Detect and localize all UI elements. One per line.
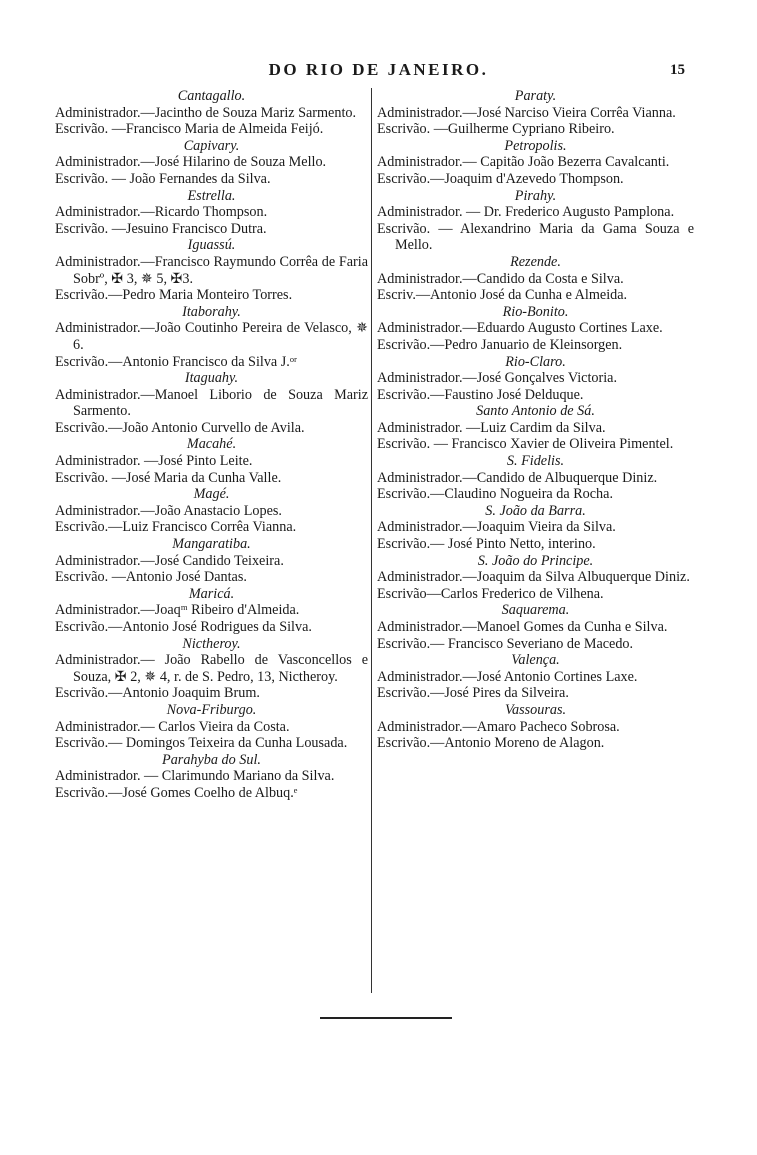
- municipality-title: Santo Antonio de Sá.: [476, 403, 595, 420]
- municipality-title: Capivary.: [183, 137, 240, 154]
- official-entry: Escrivão. —Jesuino Francisco Dutra.: [55, 220, 267, 237]
- municipality-title: S. Fidelis.: [506, 453, 565, 470]
- official-entry: Administrador.—Eduardo Augusto Cortines Laxe.: [377, 320, 663, 337]
- municipality-section: [377, 88, 694, 138]
- municipality-title: Paraty.: [514, 88, 557, 104]
- column-divider: [371, 88, 372, 993]
- official-entry: Administrador.—José Gonçalves Victoria.: [377, 370, 618, 387]
- official-entry: Escrivão. —Guilherme Cypriano Ribeiro.: [377, 121, 615, 138]
- municipality-title: S. João da Barra.: [485, 502, 586, 519]
- official-entry: Escrivão.— Francisco Severiano de Macedo.: [377, 635, 634, 652]
- page-title: DO RIO DE JANEIRO.: [268, 60, 489, 79]
- municipality-section: [55, 636, 368, 702]
- municipality-title: Parahyba do Sul.: [162, 751, 261, 768]
- official-entry: Administrador. —José Pinto Leite.: [55, 453, 253, 470]
- municipality-section: [55, 486, 368, 536]
- official-entry: Administrador.—Joaquim da Silva Albuquerque Diniz.: [377, 569, 690, 586]
- municipality-section: [55, 436, 368, 486]
- page-header: [0, 60, 757, 84]
- municipality-section: [55, 702, 368, 752]
- official-entry: Escrivão.—José Gomes Coelho de Albuq.ᵉ: [55, 784, 298, 801]
- official-entry: Administrador.—João Anastacio Lopes.: [55, 502, 282, 519]
- municipality-section: [55, 752, 368, 802]
- municipality-section: [55, 188, 368, 238]
- official-entry: Escrivão.—Antonio José Rodrigues da Silva.: [55, 619, 312, 635]
- municipality-section: [377, 503, 694, 553]
- official-entry: Escrivão.—Claudino Nogueira da Rocha.: [377, 486, 613, 503]
- official-entry: Escrivão.—Luiz Francisco Corrêa Vianna.: [55, 519, 297, 536]
- municipality-section: [377, 354, 694, 404]
- official-entry: Escrivão. — Alexandrino Maria da Gama Souza e Mello.: [377, 220, 694, 254]
- municipality-section: [55, 536, 368, 586]
- municipality-section: [377, 553, 694, 603]
- municipality-title: Petropolis.: [504, 137, 567, 154]
- municipality-title: Cantagallo.: [177, 88, 246, 104]
- official-entry: Escrivão.—João Antonio Curvello de Avila.: [55, 419, 305, 436]
- municipality-title: Estrella.: [187, 187, 236, 204]
- municipality-title: Itaguahy.: [184, 370, 239, 387]
- municipality-title: Rio-Bonito.: [502, 303, 569, 320]
- municipality-title: Pirahy.: [514, 187, 557, 204]
- official-entry: Escrivão.—Joaquim d'Azevedo Thompson.: [377, 170, 624, 187]
- municipality-title: Itaborahy.: [182, 303, 241, 320]
- municipality-section: [377, 453, 694, 503]
- official-entry: Escrivão. —Antonio José Dantas.: [55, 569, 247, 586]
- municipality-title: Nova-Friburgo.: [166, 701, 257, 718]
- official-entry: Escrivão.— José Pinto Netto, interino.: [377, 536, 596, 553]
- official-entry: Escrivão. —José Maria da Cunha Valle.: [55, 469, 282, 486]
- municipality-title: Rio-Claro.: [505, 353, 566, 370]
- official-entry: Administrador.—José Hilarino de Souza Mello.: [55, 154, 327, 171]
- official-entry: Administrador.— João Rabello de Vasconcellos e Souza, ✠ 2, ✵ 4, r. de S. Pedro, 13, Nictheroy.: [55, 652, 368, 685]
- municipality-section: [377, 304, 694, 354]
- official-entry: Administrador.—José Candido Teixeira.: [55, 552, 284, 569]
- official-entry: Administrador.—José Narciso Vieira Corrêa Vianna.: [377, 104, 676, 121]
- official-entry: Administrador. —Luiz Cardim da Silva.: [377, 419, 606, 436]
- municipality-title: Saquarema.: [501, 602, 570, 619]
- municipality-section: [377, 403, 694, 453]
- official-entry: Administrador.— Capitão João Bezerra Cavalcanti.: [377, 154, 670, 171]
- official-entry: Administrador.—João Coutinho Pereira de Velasco, ✵ 6.: [55, 320, 368, 353]
- municipality-title: S. João do Principe.: [477, 552, 594, 569]
- municipality-section: [55, 88, 368, 138]
- municipality-title: Maricá.: [188, 585, 235, 602]
- official-entry: Administrador.—Candido da Costa e Silva.: [377, 270, 624, 287]
- official-entry: Escrivão.—José Pires da Silveira.: [377, 685, 569, 702]
- official-entry: Administrador.—Ricardo Thompson.: [55, 204, 268, 221]
- left-column: [55, 88, 368, 802]
- official-entry: Administrador. — Clarimundo Mariano da Silva.: [55, 768, 335, 785]
- official-entry: Escrivão. — Francisco Xavier de Oliveira Pimentel.: [377, 436, 674, 453]
- official-entry: Escrivão.—Antonio Joaquim Brum.: [55, 685, 260, 702]
- official-entry: Escrivão.—Antonio Francisco da Silva J.ᵒʳ: [55, 353, 298, 370]
- municipality-section: [55, 304, 368, 370]
- footer-rule: [320, 1017, 452, 1019]
- official-entry: Administrador.—José Antonio Cortines Laxe.: [377, 668, 638, 685]
- official-entry: Administrador.—Candido de Albuquerque Diniz.: [377, 469, 658, 486]
- municipality-title: Macahé.: [186, 436, 237, 453]
- official-entry: Administrador.— Carlos Vieira da Costa.: [55, 718, 290, 735]
- municipality-title: Mangaratiba.: [172, 536, 251, 553]
- municipality-title: Nictheroy.: [182, 635, 241, 652]
- official-entry: Administrador.—Joaquim Vieira da Silva.: [377, 519, 616, 536]
- municipality-section: [377, 652, 694, 702]
- municipality-section: [377, 702, 694, 752]
- municipality-section: [55, 586, 368, 636]
- official-entry: Escrivão.— Domingos Teixeira da Cunha Lousada.: [55, 735, 348, 752]
- municipality-section: [377, 602, 694, 652]
- municipality-title: Magé.: [193, 486, 230, 503]
- page-number: 15: [670, 62, 685, 78]
- official-entry: Escrivão.—Antonio Moreno de Alagon.: [377, 735, 605, 752]
- municipality-section: [377, 188, 694, 254]
- official-entry: Escrivão.—Pedro Januario de Kleinsorgen.: [377, 336, 623, 353]
- right-column: [377, 88, 694, 752]
- official-entry: Escrivão. —Francisco Maria de Almeida Feijó.: [55, 121, 324, 138]
- municipality-section: [55, 138, 368, 188]
- official-entry: Administrador.—Amaro Pacheco Sobrosa.: [377, 718, 620, 735]
- municipality-title: Iguassú.: [187, 237, 236, 254]
- municipality-section: [377, 138, 694, 188]
- official-entry: Escrivão—Carlos Frederico de Vilhena.: [377, 585, 604, 602]
- official-entry: Administrador. — Dr. Frederico Augusto Pamplona.: [377, 204, 675, 221]
- municipality-title: Valença.: [511, 652, 560, 669]
- municipality-section: [377, 254, 694, 304]
- official-entry: Administrador.—Francisco Raymundo Corrêa de Faria Sobrº, ✠ 3, ✵ 5, ✠3.: [55, 253, 368, 287]
- municipality-title: Vassouras.: [504, 701, 567, 718]
- official-entry: Administrador.—Manoel Liborio de Souza Mariz Sarmento.: [55, 386, 368, 420]
- municipality-section: [55, 370, 368, 436]
- official-entry: Administrador.—Joaqᵐ Ribeiro d'Almeida.: [55, 602, 300, 619]
- official-entry: Administrador.—Jacintho de Souza Mariz Sarmento.: [55, 104, 357, 121]
- official-entry: Escriv.—Antonio José da Cunha e Almeida.: [377, 287, 628, 304]
- official-entry: Administrador.—Manoel Gomes da Cunha e Silva.: [377, 619, 668, 635]
- municipality-title: Rezende.: [510, 253, 561, 270]
- municipality-section: [55, 237, 368, 303]
- official-entry: Escrivão.—Pedro Maria Monteiro Torres.: [55, 287, 293, 304]
- official-entry: Escrivão. — João Fernandes da Silva.: [55, 170, 271, 187]
- official-entry: Escrivão.—Faustino José Delduque.: [377, 386, 584, 403]
